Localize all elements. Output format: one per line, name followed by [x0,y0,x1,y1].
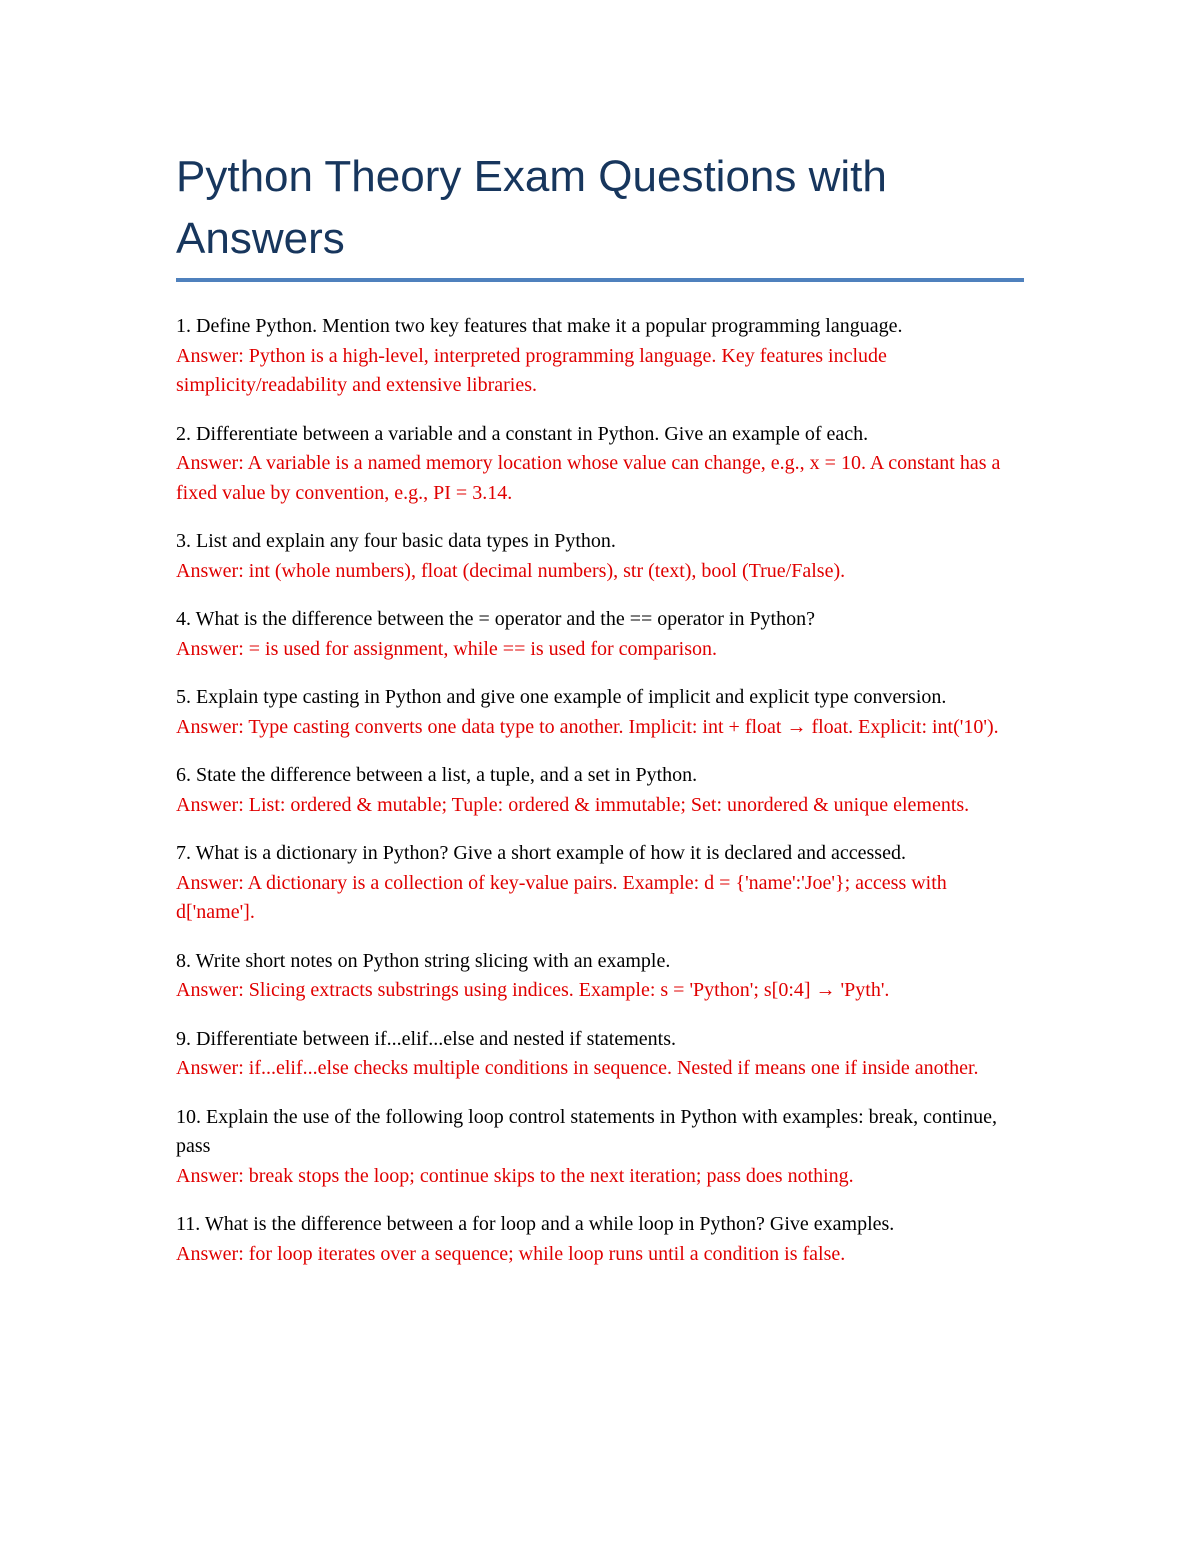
answer-text: Answer: for loop iterates over a sequence; while loop runs until a condition is false. [176,1242,846,1265]
title-underline-rule [176,278,1024,282]
question-answer-list [176,312,1026,1269]
question-text: 10. Explain the use of the following loop control statements in Python with examples: break, continue, pass [176,1105,997,1157]
question-text: 3. List and explain any four basic data types in Python. [176,530,616,552]
question-text: 5. Explain type casting in Python and give one example of implicit and explicit type conversion. [176,686,947,708]
question-text: 1. Define Python. Mention two key features that make it a popular programming language. [176,315,903,337]
qa-item [176,605,1026,664]
answer-text: Answer: A variable is a named memory location whose value can change, e.g., x = 10. A constant has a fixed value by convention, e.g., PI = 3.14. [176,452,1001,504]
document-title: Python Theory Exam Questions with Answers [176,152,887,263]
answer-text: Answer: = is used for assignment, while == is used for comparison. [176,637,717,660]
qa-item [176,839,1026,928]
answer-text: Answer: break stops the loop; continue skips to the next iteration; pass does nothing. [176,1164,854,1187]
question-text: 6. State the difference between a list, a tuple, and a set in Python. [176,764,698,786]
qa-item [176,947,1026,1006]
question-text: 7. What is a dictionary in Python? Give a short example of how it is declared and accessed. [176,842,906,864]
answer-text: Answer: Slicing extracts substrings using indices. Example: s = 'Python'; s[0:4] → 'Pyth'. [176,979,890,1001]
answer-text: Answer: Type casting converts one data type to another. Implicit: int + float → float. Explicit: int('10'). [176,715,999,738]
question-text: 4. What is the difference between the = operator and the == operator in Python? [176,608,815,630]
answer-text: Answer: if...elif...else checks multiple conditions in sequence. Nested if means one if inside another. [176,1057,979,1079]
answer-text: Answer: A dictionary is a collection of key-value pairs. Example: d = {'name':'Joe'}; access with d['name']. [176,871,947,923]
question-text: 9. Differentiate between if...elif...else and nested if statements. [176,1027,676,1050]
question-text: 11. What is the difference between a for loop and a while loop in Python? Give examples. [176,1213,895,1235]
qa-item [176,683,1026,742]
answer-text: Answer: int (whole numbers), float (decimal numbers), str (text), bool (True/False). [176,559,846,582]
qa-item [176,1103,1026,1192]
answer-text: Answer: List: ordered & mutable; Tuple: ordered & immutable; Set: unordered & unique elements. [176,793,970,816]
qa-item [176,527,1026,586]
qa-item [176,312,1026,401]
qa-item [176,420,1026,509]
answer-text: Answer: Python is a high-level, interpreted programming language. Key features include simplicity/readability and extensive libraries. [176,344,887,396]
qa-item [176,761,1026,820]
document-body [176,146,1026,1288]
qa-item [176,1210,1026,1269]
question-text: 8. Write short notes on Python string slicing with an example. [176,949,671,972]
qa-item [176,1025,1026,1084]
question-text: 2. Differentiate between a variable and a constant in Python. Give an example of each. [176,422,869,445]
